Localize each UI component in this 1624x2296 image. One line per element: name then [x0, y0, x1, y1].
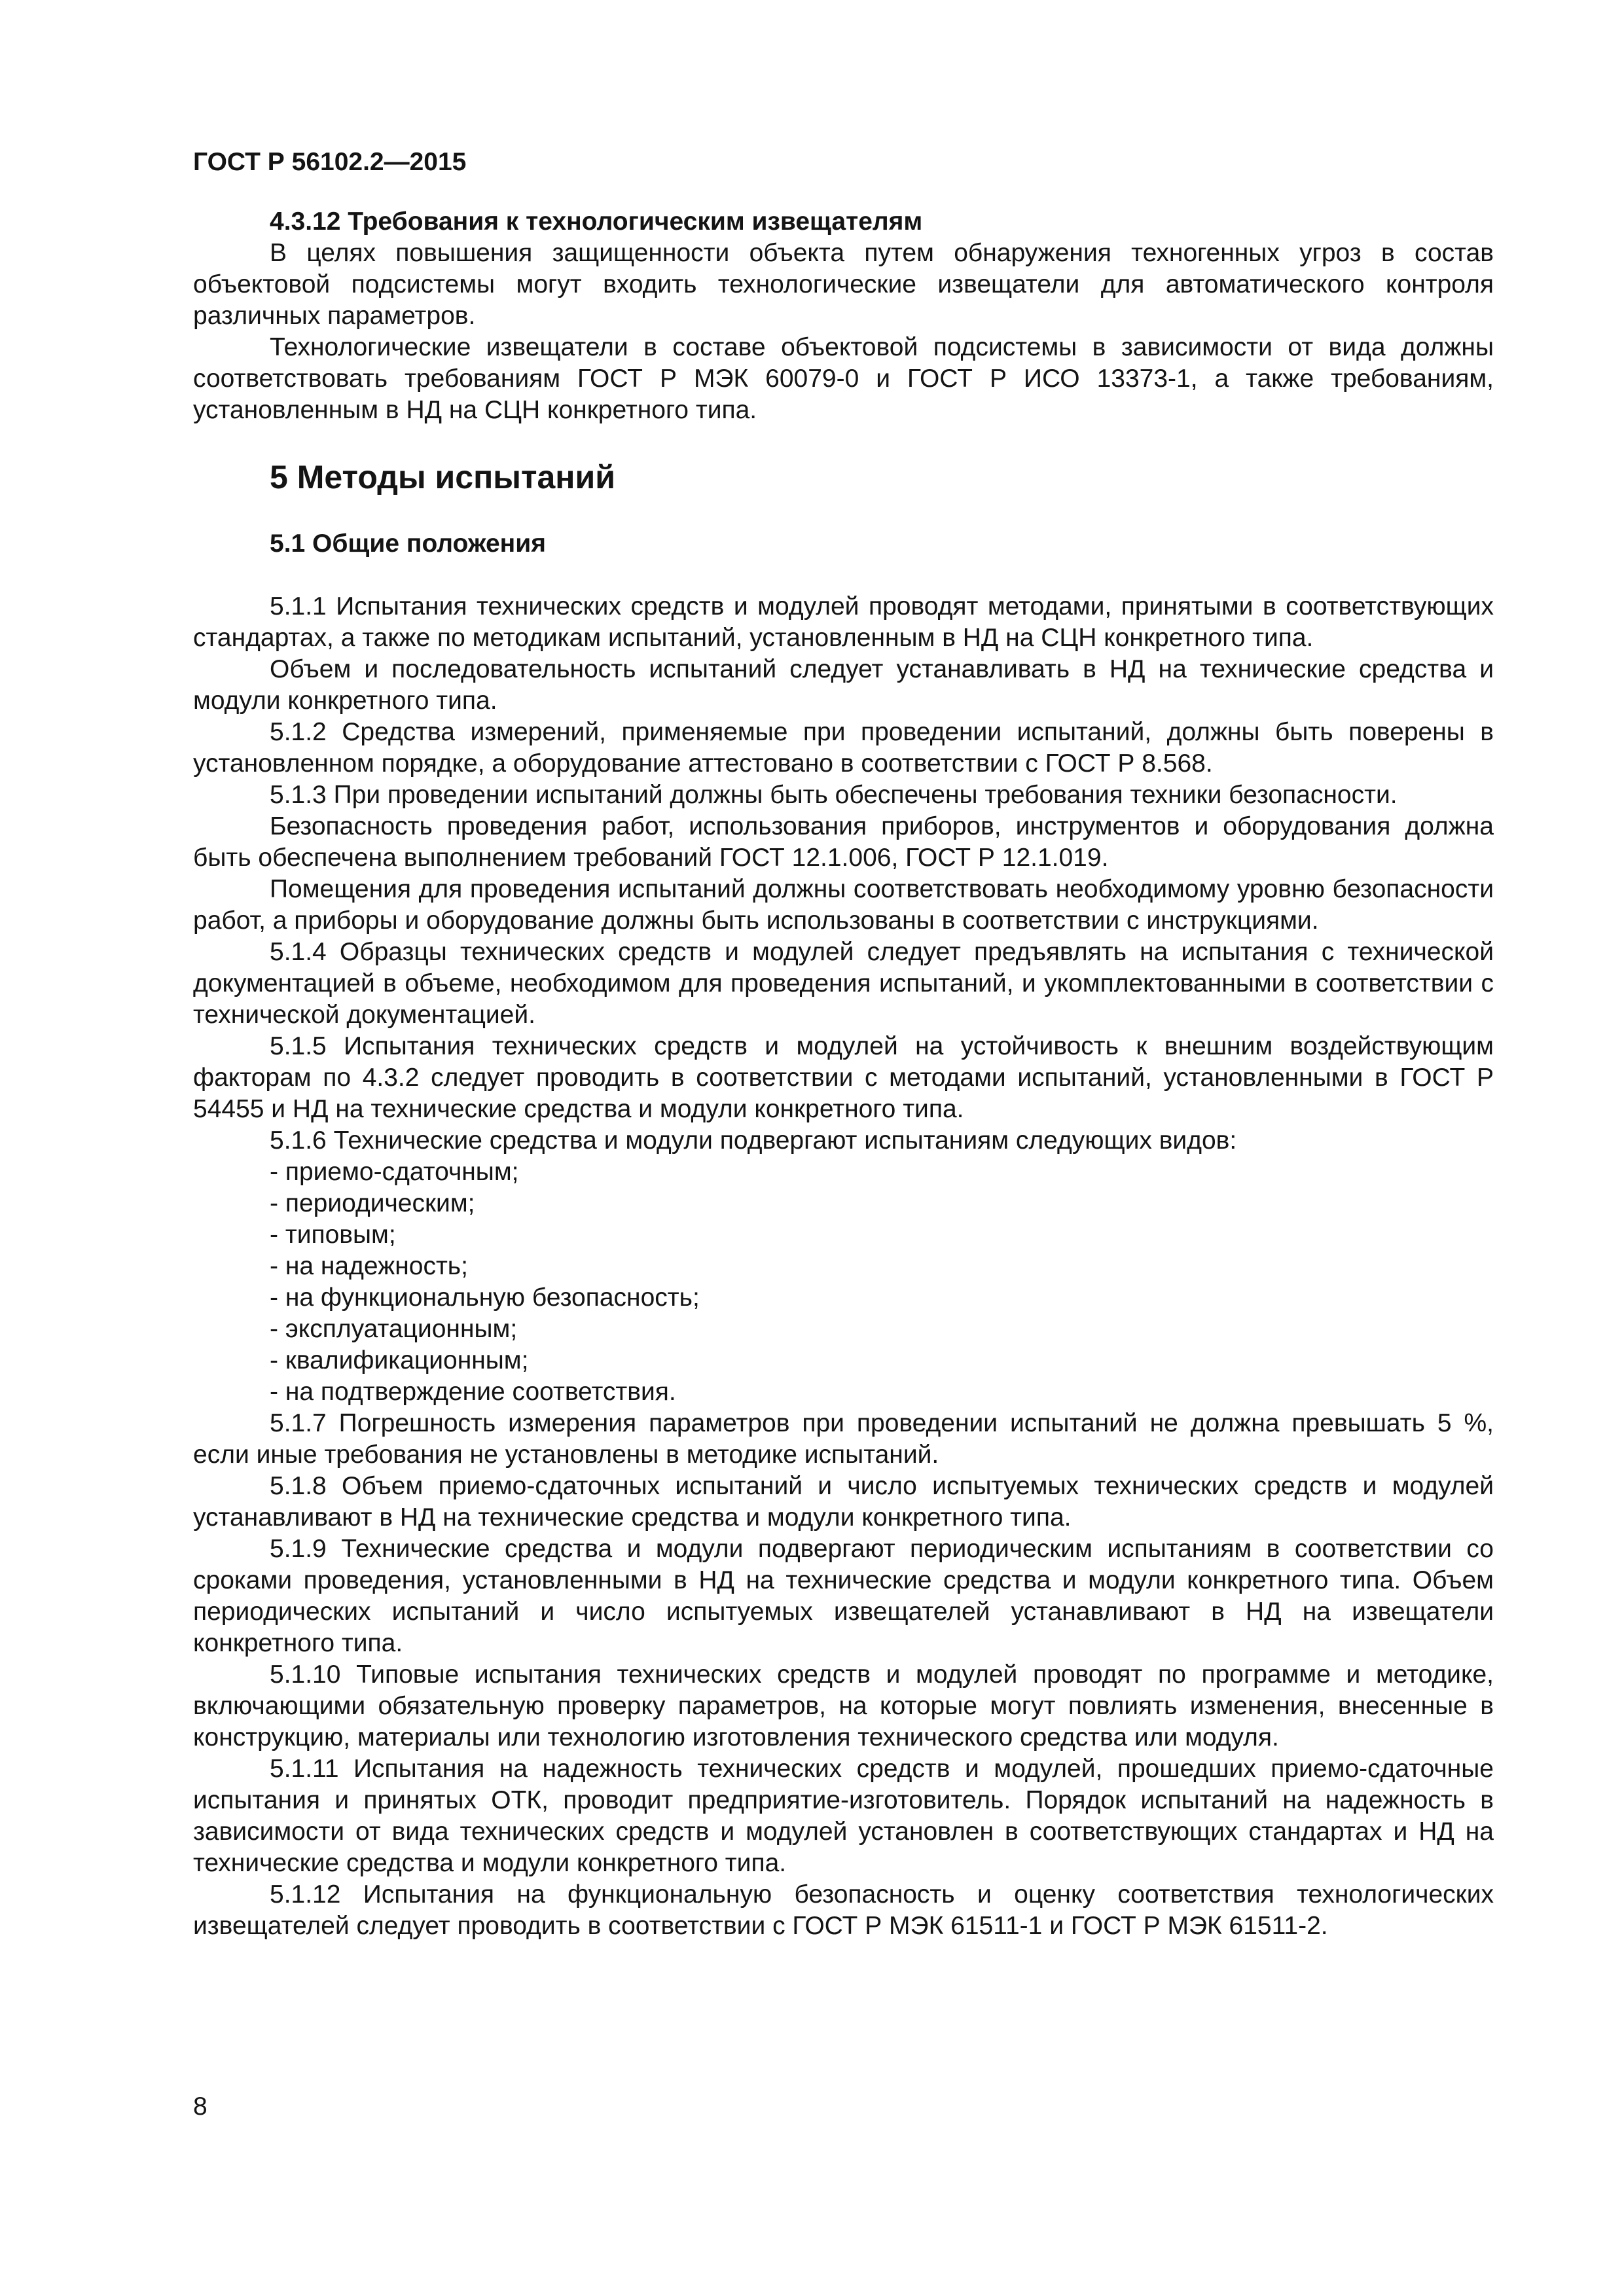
list-item: - квалификационным;: [270, 1345, 1494, 1376]
page-number: 8: [193, 2092, 208, 2121]
clause-5-1-10: 5.1.10 Типовые испытания технических средств и модулей проводят по программе и методике, включающими обязательную проверку параметров, на которые могут повлиять изменения, внесенные в конструкцию, материалы или технологию изготовления технического средства или модуля.: [193, 1660, 1494, 1751]
list-item: - эксплуатационным;: [270, 1314, 1494, 1345]
paragraph: Безопасность проведения работ, использования приборов, инструментов и оборудования должна быть обеспечена выполнением требований ГОСТ 12.1.006, ГОСТ Р 12.1.019.: [193, 812, 1494, 872]
document-page: [193, 147, 1494, 1942]
clause-5-1-8: 5.1.8 Объем приемо-сдаточных испытаний и число испытуемых технических средств и модулей устанавливают в НД на технические средства и модули конкретного типа.: [193, 1471, 1494, 1532]
paragraph: Помещения для проведения испытаний должны соответствовать необходимому уровню безопасности работ, а приборы и оборудование должны быть использованы в соответствии с инструкциями.: [193, 874, 1494, 935]
section-4-3-12-paragraph: В целях повышения защищенности объекта путем обнаружения техногенных угроз в состав объектовой подсистемы могут входить технологические извещатели для автоматического контроля различных параметров.: [193, 238, 1494, 330]
paragraph: Объем и последовательность испытаний следует устанавливать в НД на технические средства и модули конкретного типа.: [193, 655, 1494, 715]
list-item: - на надежность;: [270, 1251, 1494, 1282]
list-item: - приемо-сдаточным;: [270, 1157, 1494, 1188]
list-item: - на функциональную безопасность;: [270, 1282, 1494, 1314]
clause-5-1-3: 5.1.3 При проведении испытаний должны быть обеспечены требования техники безопасности.: [270, 780, 1398, 809]
section-5-title: 5 Методы испытаний: [270, 458, 615, 495]
clause-5-1-2: 5.1.2 Средства измерений, применяемые при проведении испытаний, должны быть поверены в установленном порядке, а оборудование аттестовано в соответствии с ГОСТ Р 8.568.: [193, 717, 1494, 778]
test-types-list: [193, 1157, 1494, 1408]
clause-5-1-1: 5.1.1 Испытания технических средств и модулей проводят методами, принятыми в соответствующих стандартах, а также по методикам испытаний, установленным в НД на СЦН конкретного типа.: [193, 592, 1494, 652]
clause-5-1-5: 5.1.5 Испытания технических средств и модулей на устойчивость к внешним воздействующим факторам по 4.3.2 следует проводить в соответствии с методами испытаний, установленными в ГОСТ Р 54455 и НД на технические средства и модули конкретного типа.: [193, 1031, 1494, 1123]
section-4-3-12-paragraph: Технологические извещатели в составе объектовой подсистемы в зависимости от вида должны соответствовать требованиям ГОСТ Р МЭК 60079-0 и ГОСТ Р ИСО 13373-1, а также требованиям, установленным в НД на СЦН конкретного типа.: [193, 332, 1494, 424]
clause-5-1-6: 5.1.6 Технические средства и модули подвергают испытаниям следующих видов:: [270, 1126, 1237, 1155]
document-code-header: ГОСТ Р 56102.2—2015: [193, 148, 467, 176]
clause-5-1-11: 5.1.11 Испытания на надежность технических средств и модулей, прошедших приемо-сдаточные испытания и принятых ОТК, проводит предприятие-изготовитель. Порядок испытаний на надежность в зависимости от вида технических средств и модулей установлен в соответствующих стандартах и НД на технические средства и модули конкретного типа.: [193, 1754, 1494, 1877]
clause-5-1-4: 5.1.4 Образцы технических средств и модулей следует предъявлять на испытания с технической документацией в объеме, необходимом для проведения испытаний, и укомплектованными в соответствии с технической документацией.: [193, 937, 1494, 1029]
clause-5-1-9: 5.1.9 Технические средства и модули подвергают периодическим испытаниям в соответствии со сроками проведения, установленными в НД на технические средства и модули конкретного типа. Объем периодических испытаний и число испытуемых извещателей устанавливают в НД на извещатели конкретного типа.: [193, 1534, 1494, 1657]
section-4-3-12-title: 4.3.12 Требования к технологическим извещателям: [270, 207, 923, 236]
list-item: - типовым;: [270, 1219, 1494, 1251]
clause-5-1-12: 5.1.12 Испытания на функциональную безопасность и оценку соответствия технологических извещателей следует проводить в соответствии с ГОСТ Р МЭК 61511-1 и ГОСТ Р МЭК 61511-2.: [193, 1880, 1494, 1940]
list-item: - периодическим;: [270, 1188, 1494, 1219]
section-5-1-title: 5.1 Общие положения: [270, 529, 546, 558]
clause-5-1-7: 5.1.7 Погрешность измерения параметров при проведении испытаний не должна превышать 5 %, если иные требования не установлены в методике испытаний.: [193, 1408, 1494, 1469]
list-item: - на подтверждение соответствия.: [270, 1376, 1494, 1408]
